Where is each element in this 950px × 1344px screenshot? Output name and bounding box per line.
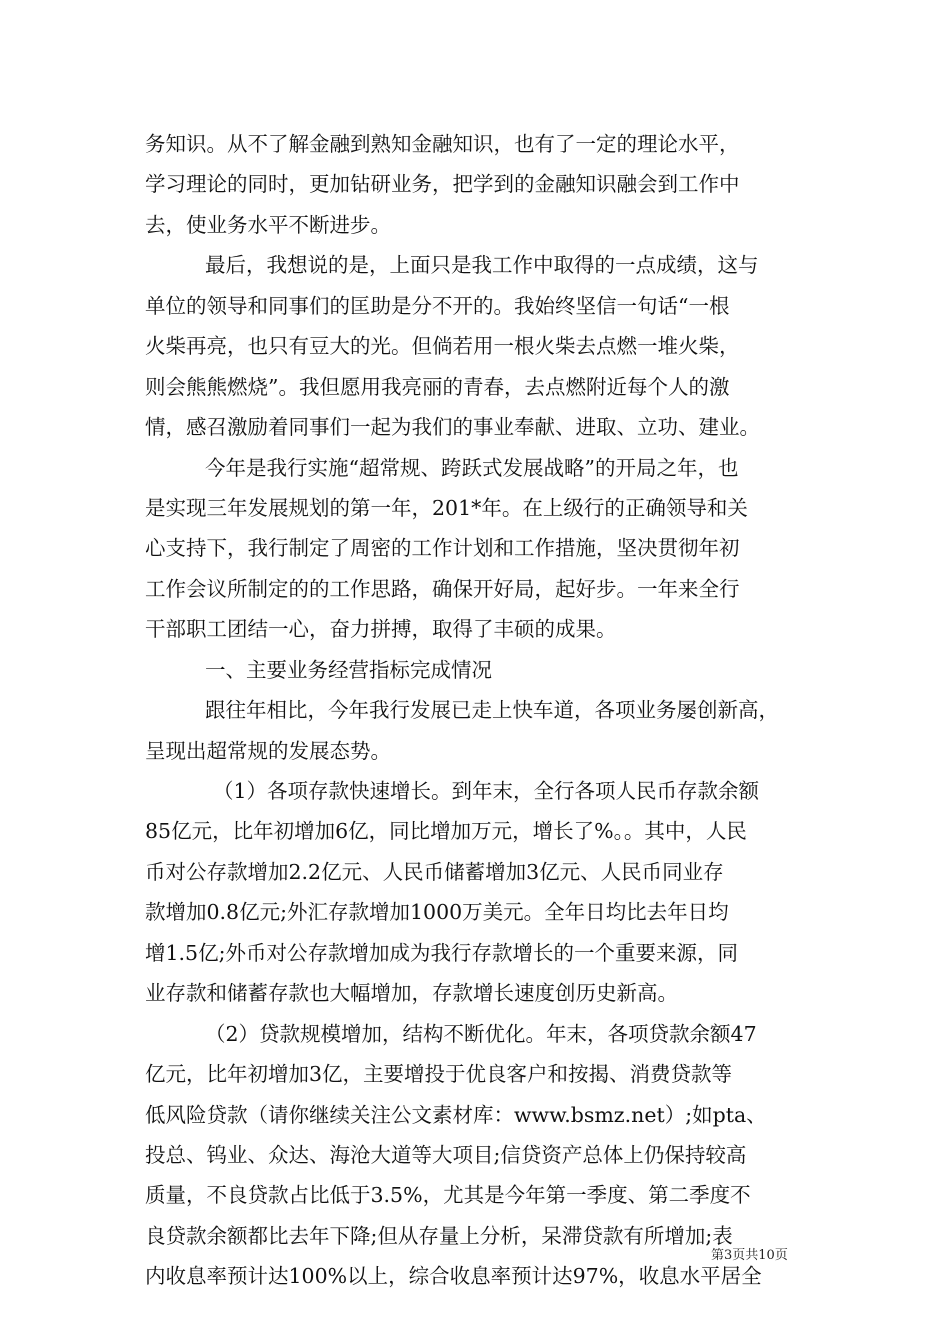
text-line: 工作会议所制定的的工作思路，确保开好局，起好步。一年来全行 xyxy=(145,576,740,601)
text-line: 亿元，比年初增加3亿，主要增投于优良客户和按揭、消费贷款等 xyxy=(145,1062,733,1087)
text-line: 火柴再亮，也只有豆大的光。但倘若用一根火柴去点燃一堆火柴， xyxy=(145,334,740,359)
text-line: 则会熊熊燃烧”。我但愿用我亮丽的青春，去点燃附近每个人的激 xyxy=(145,374,730,399)
text-line: 85亿元，比年初增加6亿，同比增加万元，增长了%。。其中，人民 xyxy=(145,819,747,844)
text-line: 良贷款余额都比去年下降;但从存量上分析，呆滞贷款有所增加;表 xyxy=(145,1223,733,1248)
text-line: 一、主要业务经营指标完成情况 xyxy=(205,657,492,682)
text-line: 内收息率预计达100%以上，综合收息率预计达97%，收息水平居全 xyxy=(145,1264,762,1289)
text-line: 是实现三年发展规划的第一年，201*年。在上级行的正确领导和关 xyxy=(145,495,748,520)
text-line: 心支持下，我行制定了周密的工作计划和工作措施，坚决贯彻年初 xyxy=(145,536,740,561)
text-line: 增1.5亿;外币对公存款增加成为我行存款增长的一个重要来源，同 xyxy=(145,940,739,965)
text-line: 呈现出超常规的发展态势。 xyxy=(145,738,391,763)
text-line: 情，感召激励着同事们一起为我们的事业奉献、进取、立功、建业。 xyxy=(145,415,760,440)
body-text xyxy=(145,124,825,1297)
text-line: 去，使业务水平不断进步。 xyxy=(145,212,391,237)
text-line: 质量，不良贷款占比低于3.5%，尤其是今年第一季度、第二季度不 xyxy=(145,1183,751,1208)
text-line: 干部职工团结一心，奋力拼搏，取得了丰硕的成果。 xyxy=(145,617,617,642)
text-line: 跟往年相比，今年我行发展已走上快车道，各项业务屡创新高， xyxy=(205,698,779,723)
text-line: 务知识。从不了解金融到熟知金融知识，也有了一定的理论水平， xyxy=(145,132,740,156)
text-line: 今年是我行实施“超常规、跨跃式发展战略”的开局之年，也 xyxy=(205,455,739,480)
text-line: 投总、钨业、众达、海沧大道等大项目;信贷资产总体上仍保持较高 xyxy=(145,1142,747,1167)
text-line: 单位的领导和同事们的匡助是分不开的。我始终坚信一句话“一根 xyxy=(145,293,730,318)
text-line: 币对公存款增加2.2亿元、人民币储蓄增加3亿元、人民币同业存 xyxy=(145,859,724,884)
page-number-footer: 第3页共10页 xyxy=(711,1248,788,1263)
text-line: 最后，我想说的是，上面只是我工作中取得的一点成绩，这与 xyxy=(205,253,759,278)
text-line: 业存款和储蓄存款也大幅增加，存款增长速度创历史新高。 xyxy=(145,981,678,1006)
text-line: 低风险贷款（请你继续关注公文素材库：www.bsmz.net）;如pta、 xyxy=(145,1102,767,1127)
text-line: 款增加0.8亿元;外汇存款增加1000万美元。全年日均比去年日均 xyxy=(145,900,729,925)
text-line: （1）各项存款快速增长。到年末，全行各项人民币存款余额 xyxy=(213,779,760,803)
text-line: 学习理论的同时，更加钻研业务，把学到的金融知识融会到工作中 xyxy=(145,172,740,197)
text-line: （2）贷款规模增加，结构不断优化。年末，各项贷款余额47 xyxy=(205,1021,757,1046)
